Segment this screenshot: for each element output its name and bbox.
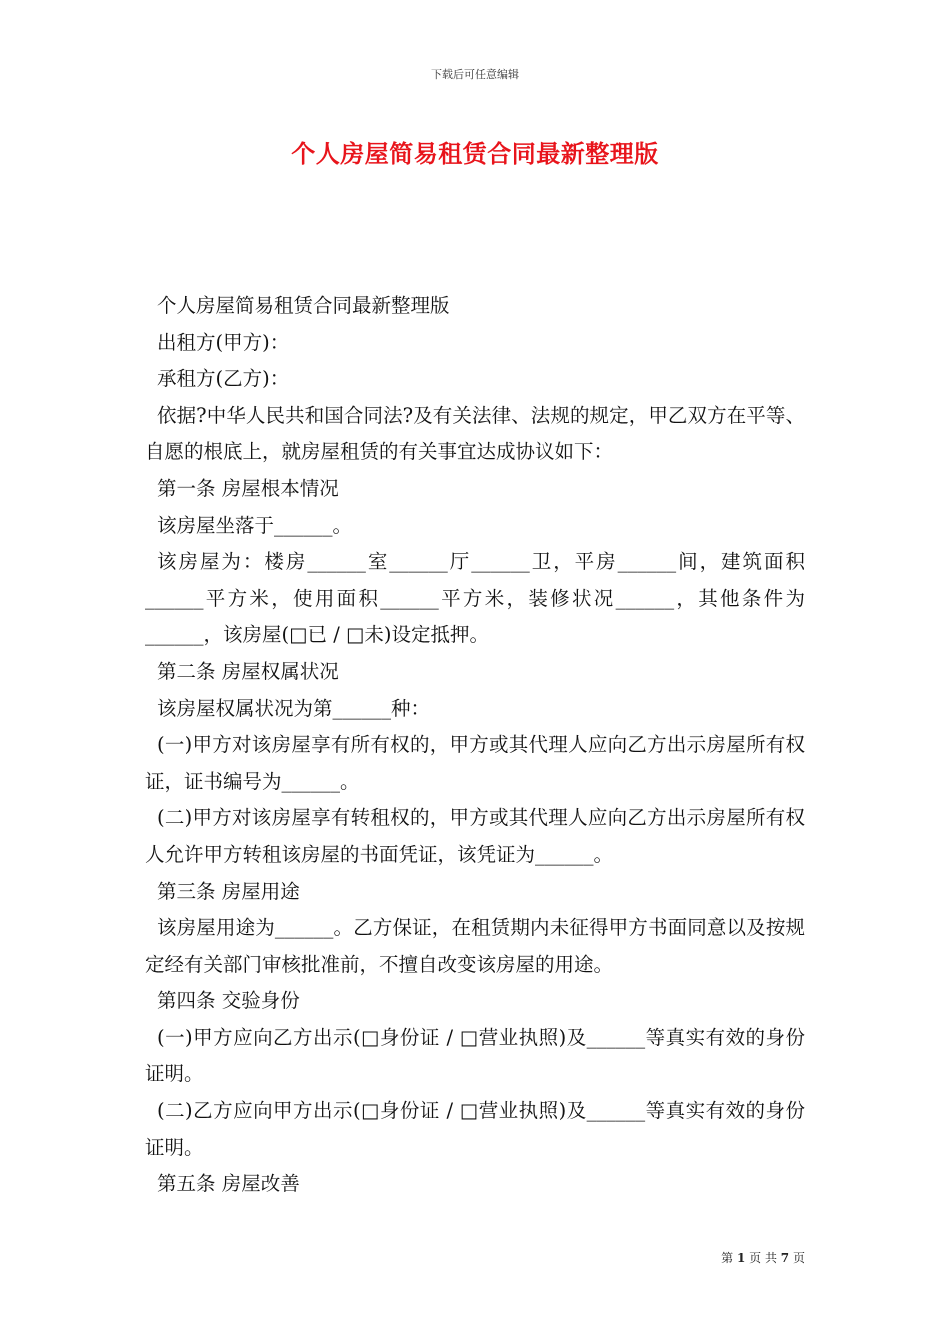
current-page: 1 (736, 1251, 746, 1265)
paragraph: 个人房屋简易租赁合同最新整理版 (157, 294, 450, 317)
article-heading: 第二条 房屋权属状况 (157, 659, 339, 683)
paragraph: 该房屋用途为______。乙方保证，在租赁期内未征得甲方书面同意以及按规定经有关部门审核批准前，不擅自改变该房屋的用途。 (145, 916, 805, 976)
paragraph: (一)甲方应向乙方出示(□身份证 / □营业执照)及______等真实有效的身份证明。 (145, 1025, 805, 1086)
article-heading: 第四条 交验身份 (157, 989, 300, 1013)
paragraph: (一)甲方对该房屋享有所有权的，甲方或其代理人应向乙方出示房屋所有权证，证书编号为______。 (145, 733, 805, 793)
page-middle: 页 共 (749, 1251, 777, 1265)
page-number (721, 1249, 805, 1266)
article-heading: 第一条 房屋根本情况 (157, 476, 339, 500)
paragraph: 该房屋权属状况为第______种： (157, 696, 431, 720)
article-heading: 第五条 房屋改善 (157, 1172, 300, 1196)
header-note: 下载后可任意编辑 (431, 68, 519, 81)
paragraph: 该房屋为：楼房______室______厅______卫，平房______间，建筑面积______平方米，使用面积______平方米，装修状况______，其他条件为______，该房屋(□已 / □未)设定抵押。 (145, 550, 805, 647)
paragraph: (二)甲方对该房屋享有转租权的，甲方或其代理人应向乙方出示房屋所有权人允许甲方转租该房屋的书面凭证，该凭证为______。 (145, 806, 805, 866)
article-heading: 第三条 房屋用途 (157, 879, 300, 903)
page-suffix: 页 (792, 1251, 805, 1265)
document-title: 个人房屋简易租赁合同最新整理版 (291, 139, 659, 168)
document-body (145, 288, 805, 1203)
paragraph: 该房屋坐落于______。 (157, 513, 353, 537)
total-pages: 7 (780, 1251, 790, 1265)
paragraph: 出租方(甲方)： (157, 330, 290, 354)
paragraph: (二)乙方应向甲方出示(□身份证 / □营业执照)及______等真实有效的身份证明。 (145, 1099, 805, 1159)
page-prefix: 第 (721, 1251, 734, 1265)
paragraph: 依据?中华人民共和国合同法?及有关法律、法规的规定，甲乙双方在平等、自愿的根底上，就房屋租赁的有关事宜达成协议如下： (145, 403, 805, 464)
paragraph: 承租方(乙方)： (157, 367, 290, 391)
